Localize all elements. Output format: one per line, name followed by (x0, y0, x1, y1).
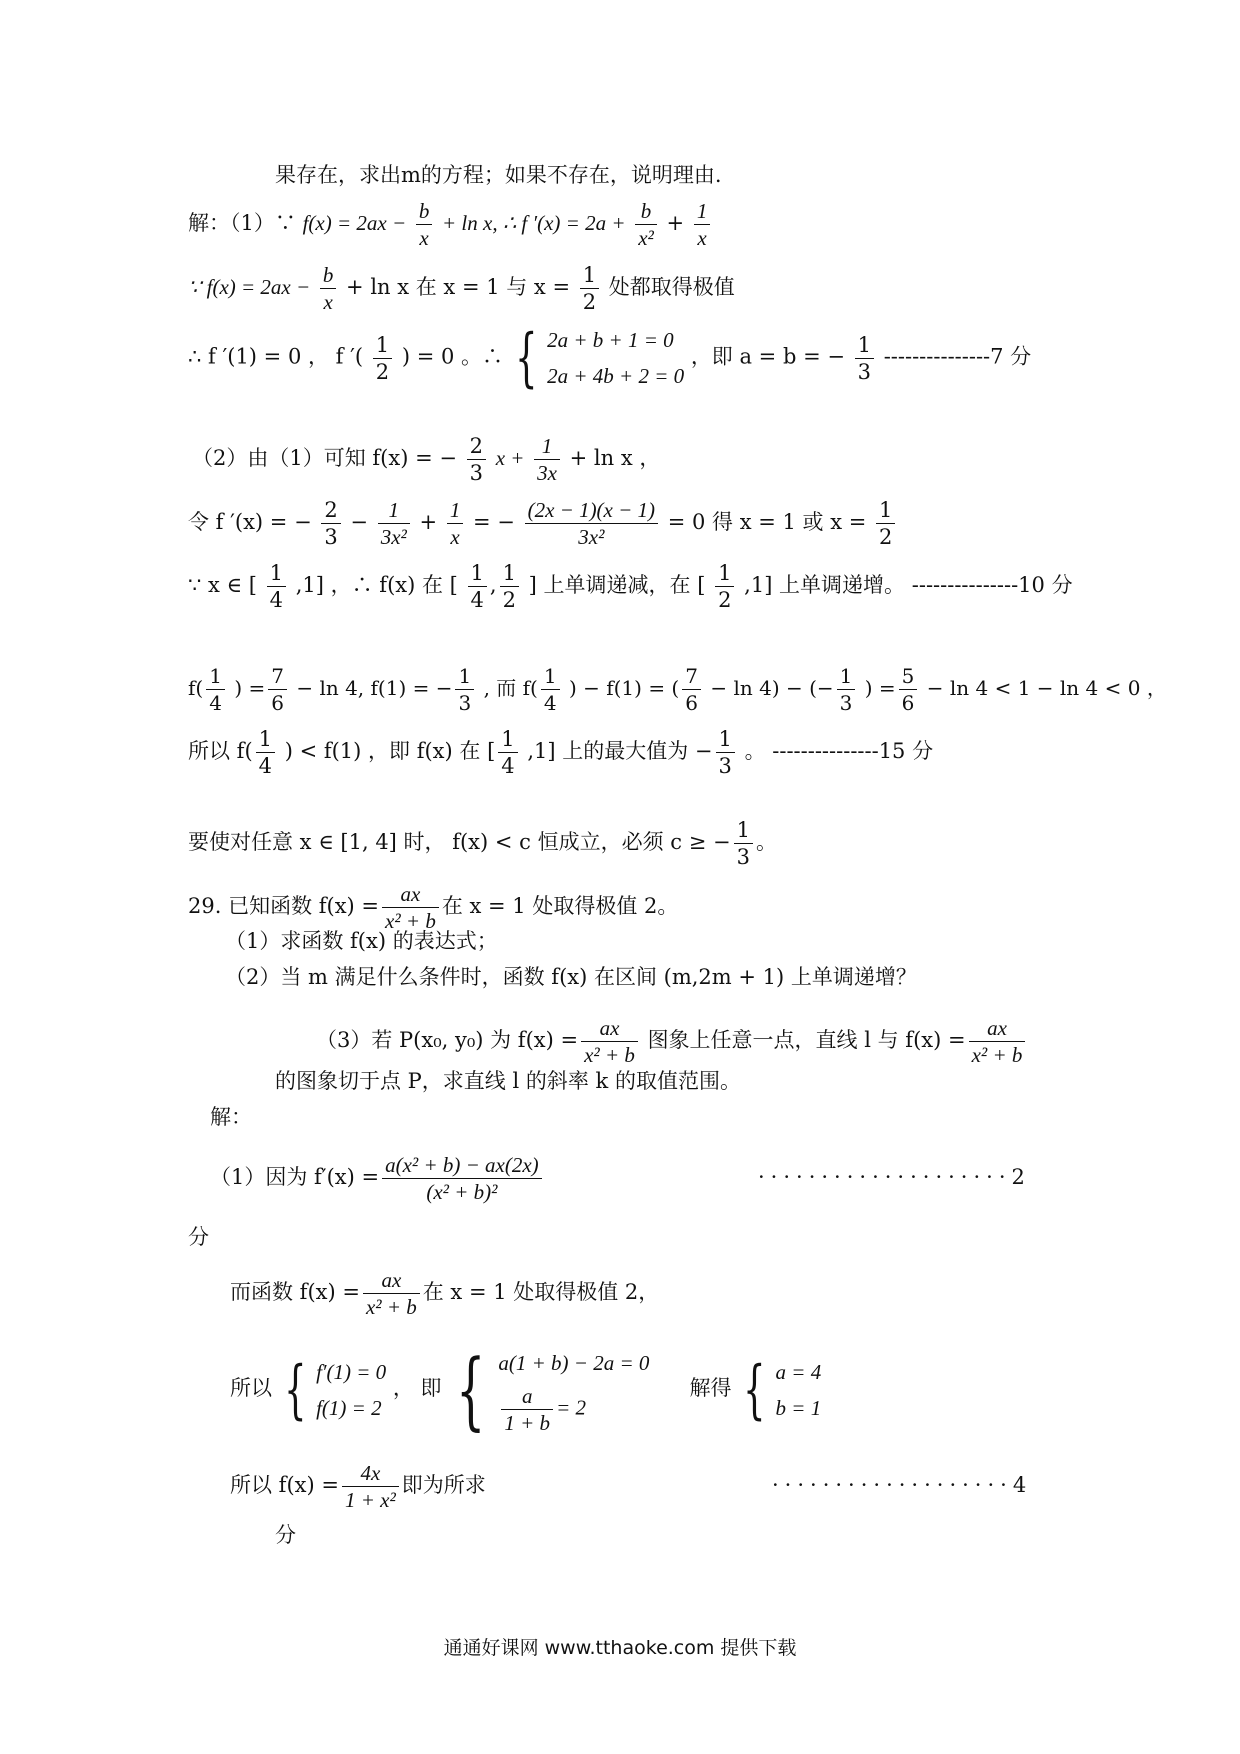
text-line: 分 (188, 1225, 209, 1249)
fraction: $\frac{1}{3}$ (734, 817, 753, 870)
math: − (350, 510, 369, 534)
equation-line: f( $\frac{1}{4}$ ) = $\frac{7}{6}$ − ln 4, f(1) = − $\frac{1}{3}$ , 而 f( $\frac{1}{4}$ ) − f(1) = ( $\frac{7}{6}$ − ln 4) − (− $\frac{1}{3}$ ) = $\frac{5}{6}$ − ln 4 < 1 − ln 4 < 0 ， (188, 664, 1167, 715)
fraction: $\frac{1}{4}$ (468, 560, 487, 613)
fraction: $\frac{1}{2}$ (876, 497, 895, 550)
math: + (666, 211, 685, 235)
equation-system: a = 4 b = 1 (775, 1359, 822, 1420)
fraction: $\frac{1}{4}$ (256, 726, 275, 779)
fraction: $\frac{2}{3}$ (467, 433, 486, 486)
math: （2）由（1）可知 f(x) = − (192, 446, 457, 470)
fraction: $\frac{ax}{\text{x² + b}}$ (363, 1267, 420, 1320)
left-brace: { (743, 1352, 766, 1427)
equation-line: ∵ x ∈ [ $\frac{1}{4}$ ,1] ，∴ f(x) 在 [ $\frac{1}{4}$ , $\frac{1}{2}$ ] 上单调递减，在 [ $\frac{1}{2}$ ,1] 上单调递增。 ---------------10 分 (188, 561, 1073, 612)
text-line: 分 (275, 1523, 296, 1547)
fraction: $\frac{1}{3}$ (455, 663, 474, 716)
math: + ln x, ∴ f ′(x) = 2a + (442, 211, 626, 235)
equation-line: 要使对任意 x ∈ [1, 4] 时， f(x) < c 恒成立，必须 c ≥ − $\frac{1}{3}$ 。 (188, 818, 777, 869)
text: 处都取得极值 (608, 275, 735, 299)
fraction: $\frac{2}{3}$ (321, 497, 340, 550)
fraction: $\frac{1}{2}$ (373, 332, 392, 385)
text-line (275, 160, 722, 190)
fraction: $\frac{ax}{\text{x² + b}}$ (969, 1015, 1026, 1068)
fraction: $\frac{1}{x}$ (447, 497, 464, 550)
equation-system: 2a + b + 1 = 0 2a + 4b + 2 = 0 (547, 328, 685, 388)
left-brace: { (283, 1352, 307, 1427)
score-dots: ····················2 (758, 1165, 1031, 1189)
equation-line (188, 262, 735, 315)
fraction: $\frac{1}{3}$ (837, 663, 856, 716)
question-part-1: （1）求函数 f(x) 的表达式； (225, 929, 498, 953)
equation-line: （1）因为 f′(x) = $\frac{\text{a(x² + b) − ax(2x)}}{\text{(x² + b)²}}$ (210, 1152, 545, 1205)
question-part-3: （3）若 P(x₀, y₀) 为 f(x) = $\frac{ax}{\text{x² + b}}$ 图象上任意一点，直线 l 与 f(x) = $\frac{ax}{\text{x² + b}}$ (316, 1015, 1028, 1068)
fraction: $\frac{4x}{\text{1 + x²}}$ (342, 1460, 399, 1513)
math: ∴ f ′(1) = 0 ， f ′( (188, 344, 364, 369)
question-part-3-cont: 的图象切于点 P，求直线 l 的斜率 k 的取值范围。 (275, 1069, 741, 1093)
math: = − (473, 510, 515, 534)
fraction: $\frac{a}{1 + b}$ (501, 1383, 553, 1436)
fraction: $\frac{7}{6}$ (268, 663, 287, 716)
text: 解：（1）∵ (188, 211, 296, 235)
math: ∵ x ∈ [ (188, 573, 257, 597)
equation-system: a(1 + b) − 2a = 0 $\frac{a}{1 + b}$ = 2 (498, 1351, 650, 1435)
math: ,1] ，∴ f(x) 在 [ (295, 573, 458, 597)
math: + (419, 510, 438, 534)
fraction: $\frac{1}{3}$ (716, 726, 735, 779)
math: x + (495, 446, 525, 470)
fraction: $\frac{1}{x}$ (694, 198, 711, 251)
fraction: $\frac{b}{x}$ (416, 198, 433, 251)
math: ] 上单调递减，在 [ (528, 573, 706, 597)
fraction: $\frac{(2x - 1)(x - 1)}{\text{3x²}}$ (525, 497, 658, 550)
math: ∵ f(x) = 2ax − (188, 275, 311, 299)
equation-line (192, 433, 660, 486)
math: = 0 得 x = 1 或 x = (667, 510, 867, 534)
text: 果存在，求出m的方程；如果不存在，说明理由. (275, 163, 722, 187)
math: ,1] 上单调递增。 (744, 573, 906, 597)
fraction: $\frac{5}{6}$ (899, 663, 918, 716)
fraction: $\frac{\text{a(x² + b) − ax(2x)}}{\text{(x² + b)²}}$ (382, 1152, 542, 1205)
equation-line: 所以 f( $\frac{1}{4}$ ) < f(1) ，即 f(x) 在 [ $\frac{1}{4}$ ,1] 上的最大值为 − $\frac{1}{3}$ 。 ---------------15 分 (188, 727, 934, 778)
fraction: $\frac{1}{4}$ (498, 726, 517, 779)
score-mark: ---------------15 分 (772, 739, 934, 763)
fraction: $\frac{7}{6}$ (682, 663, 701, 716)
left-brace: { (514, 321, 538, 395)
equation-line (188, 198, 713, 251)
footer-credit: 通通好课网 www.tthaoke.com 提供下载 (443, 1637, 797, 1659)
math: + ln x 在 x = 1 与 x = (346, 275, 571, 299)
math: f(x) = 2ax − (302, 211, 407, 235)
left-brace: { (456, 1340, 486, 1439)
fraction: $\frac{1}{4}$ (541, 663, 560, 716)
fraction: $\frac{1}{4}$ (267, 560, 286, 613)
fraction: $\frac{1}{3}$ (855, 332, 874, 385)
equation-line: 所以 f(x) = $\frac{4x}{\text{1 + x²}}$ 即为所求 (230, 1461, 486, 1512)
fraction: $\frac{b}{x}$ (320, 262, 337, 315)
math: ) = 0 。∴ (401, 344, 504, 369)
fraction: $\frac{1}{3x}$ (534, 433, 560, 486)
math: 令 f ′(x) = − (188, 510, 312, 534)
fraction: $\frac{1}{2}$ (580, 262, 599, 315)
math: + ln x ， (569, 446, 661, 470)
fraction: $\frac{1}{4}$ (206, 663, 225, 716)
equation-line: 而函数 f(x) = $\frac{ax}{\text{x² + b}}$ 在 x = 1 处取得极值 2， (230, 1268, 660, 1319)
fraction: $\frac{ax}{\text{x² + b}}$ (382, 881, 439, 934)
question-29-title: 29. 已知函数 f(x) = $\frac{ax}{\text{x² + b}}$ 在 x = 1 处取得极值 2。 (188, 882, 679, 933)
equation-line (188, 497, 898, 550)
fraction: $\frac{1}{\text{3x²}}$ (378, 497, 410, 550)
fraction: $\frac{1}{2}$ (500, 560, 519, 613)
score-mark: ---------------10 分 (911, 573, 1073, 597)
fraction: $\frac{b}{\text{x²}}$ (635, 198, 657, 251)
math: ，即 a = b = − (690, 344, 845, 369)
solution-label: 解： (210, 1105, 252, 1129)
score-mark: ---------------7 分 (883, 344, 1032, 369)
equation-line (188, 322, 1031, 394)
equation-system: f′(1) = 0 f(1) = 2 (316, 1359, 387, 1420)
fraction: $\frac{ax}{\text{x² + b}}$ (581, 1015, 638, 1068)
score-dots: ···················4 (772, 1473, 1033, 1497)
equation-line: 所以 { f′(1) = 0 f(1) = 2 ， 即 { a(1 + b) − 2a = 0 $\frac{a}{1 + b}$ = 2 解得 { a = 4 b = 1 (230, 1340, 822, 1439)
question-part-2: （2）当 m 满足什么条件时，函数 f(x) 在区间 (m,2m + 1) 上单调递增？ (225, 965, 917, 989)
fraction: $\frac{1}{2}$ (715, 560, 734, 613)
